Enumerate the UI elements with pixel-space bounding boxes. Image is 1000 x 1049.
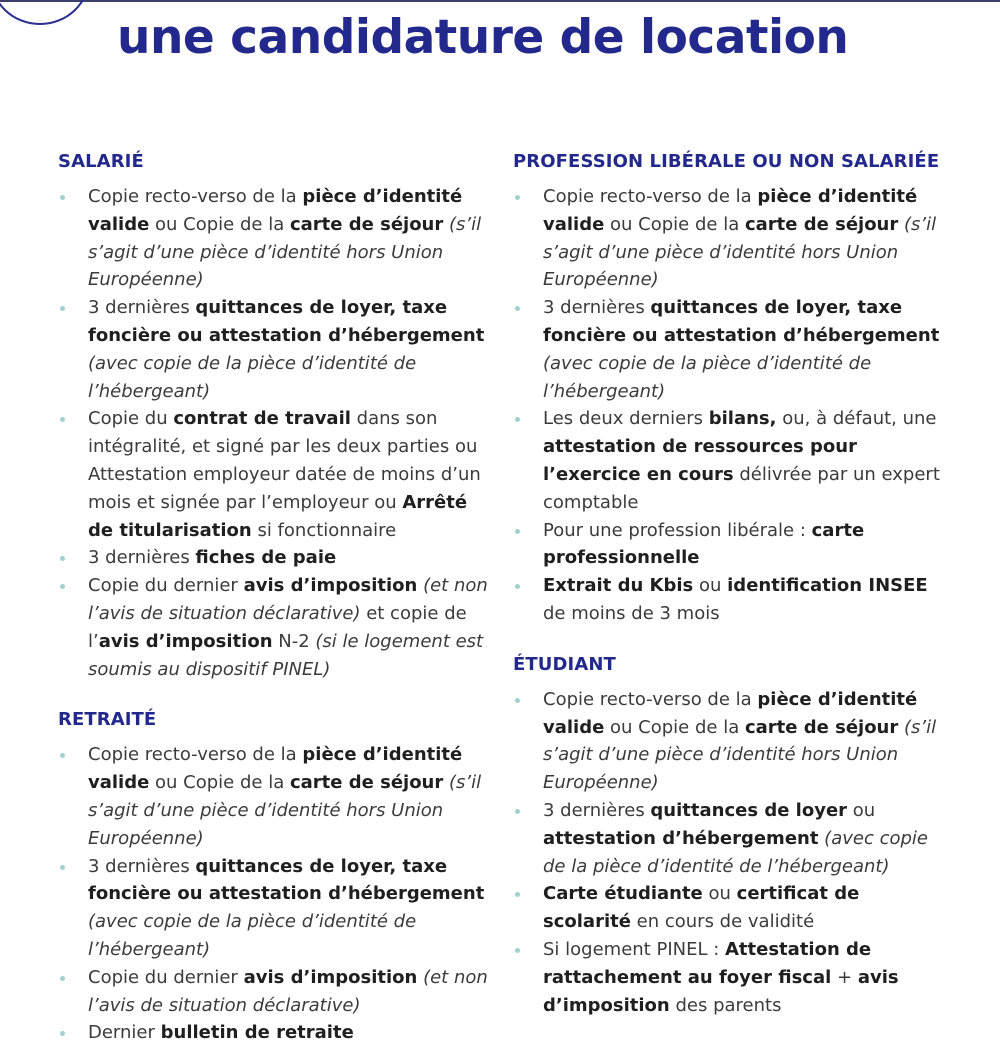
italic-text: (avec copie de la pièce d’identité de l’hébergeant) — [543, 827, 928, 877]
italic-text: (s’il s’agit d’une pièce d’identité hors Union Européenne) — [88, 772, 482, 849]
text: Copie du — [88, 408, 174, 430]
text: 3 dernières — [88, 297, 196, 319]
bold-text: Attestation de rattachement au foyer fiscal — [543, 938, 872, 988]
bold-text: avis d’imposition — [243, 575, 418, 597]
italic-text: (s’il s’agit d’une pièce d’identité hors Union Européenne) — [543, 213, 937, 291]
text: en cours de validité — [630, 911, 815, 933]
list-item — [513, 797, 943, 880]
bold-text: quittances de loyer — [650, 799, 848, 821]
text: dans son intégralité, et signé par les deux parties ou Attestation employeur datée de moins d’un mois et signée par l’employeur ou — [88, 408, 481, 513]
list-item — [513, 686, 943, 797]
section-title-liberale: PROFESSION LIBÉRALE OU NON SALARIÉE — [513, 151, 940, 172]
text: 3 dernières — [88, 547, 196, 569]
italic-text: (avec copie de la pièce d’identité de l’hébergeant) — [88, 352, 417, 402]
text: de moins de 3 mois — [543, 602, 720, 624]
bold-text: carte de séjour — [289, 772, 444, 794]
list-item — [513, 517, 943, 573]
right-column — [513, 149, 943, 1019]
bold-text: attestation de ressources pour l’exercice en cours — [543, 436, 857, 485]
italic-text: (s’il s’agit d’une pièce d’identité hors Union Européenne) — [543, 716, 937, 794]
text: des parents — [669, 994, 782, 1016]
text: 3 dernières — [543, 297, 651, 319]
document-list — [58, 741, 488, 1047]
list-item — [58, 572, 488, 683]
list-item — [58, 964, 488, 1020]
text: 3 dernières — [543, 799, 651, 821]
text: N-2 — [272, 630, 316, 652]
bold-text: attestation d’hébergement — [543, 827, 819, 849]
text: si fonctionnaire — [251, 519, 397, 541]
list-item — [513, 294, 943, 405]
text: Pour une profession libérale : — [543, 519, 812, 541]
bold-text: identification INSEE — [727, 575, 928, 597]
text: Copie recto-verso de la — [88, 186, 303, 207]
list-item — [58, 544, 488, 572]
text: Si logement PINEL : — [543, 938, 725, 960]
bold-text: carte de séjour — [289, 213, 444, 235]
italic-text: (avec copie de la pièce d’identité de l’hébergeant) — [88, 911, 417, 960]
section-retraite — [58, 707, 488, 1047]
text: Copie recto-verso de la — [543, 186, 758, 207]
text: ou Copie de la — [149, 772, 290, 794]
section-title-retraite: RETRAITÉ — [58, 709, 157, 731]
decorative-arc — [0, 0, 90, 25]
italic-text: (et non l’avis de situation déclarative) — [88, 575, 488, 624]
list-item — [58, 183, 488, 294]
bold-text: bilans, — [708, 408, 777, 430]
section-etudiant — [513, 652, 943, 1020]
section-title-salarie: SALARIÉ — [58, 151, 144, 172]
left-column — [58, 149, 488, 1047]
bold-text: Extrait du Kbis — [543, 575, 694, 597]
bold-text: pièce d’identité valide — [88, 744, 463, 794]
section-salarie — [58, 149, 488, 683]
text: ou — [702, 883, 737, 905]
text: ou Copie de la — [149, 213, 290, 235]
bold-text: certificat de scolarité — [543, 883, 860, 933]
document-list — [58, 183, 488, 683]
text: Dernier — [88, 1022, 161, 1044]
text: Copie du dernier — [88, 966, 244, 988]
text: ou, à défaut, une — [776, 408, 937, 430]
bold-text: Arrêté de titularisation — [88, 491, 468, 541]
list-item — [58, 294, 488, 405]
section-liberale — [513, 149, 943, 628]
italic-text: (s’il s’agit d’une pièce d’identité hors Union Européenne) — [88, 213, 482, 291]
text: + — [831, 966, 858, 988]
bold-text: carte professionnelle — [543, 519, 865, 569]
bold-text: avis d’imposition — [543, 966, 899, 1016]
bold-text: pièce d’identité valide — [543, 186, 918, 235]
text: ou — [847, 799, 876, 821]
list-item — [513, 936, 943, 1019]
list-item — [513, 572, 943, 628]
list-item — [513, 183, 943, 294]
bold-text: quittances de loyer, taxe foncière ou attestation d’hébergement — [543, 297, 940, 346]
text: ou Copie de la — [604, 213, 745, 235]
list-item — [58, 741, 488, 852]
list-item — [58, 1019, 488, 1047]
bold-text: quittances de loyer, taxe foncière ou attestation d’hébergement — [88, 855, 485, 905]
text: délivrée par un expert comptable — [543, 463, 940, 513]
list-item — [513, 405, 943, 516]
text: 3 dernières — [88, 855, 196, 877]
bold-text: carte de séjour — [744, 213, 899, 235]
bold-text: avis d’imposition — [98, 630, 273, 652]
italic-text: (avec copie de la pièce d’identité de l’hébergeant) — [543, 352, 872, 402]
text: ou Copie de la — [604, 716, 745, 738]
text: Copie recto-verso de la — [543, 688, 758, 710]
list-item — [58, 853, 488, 964]
bold-text: quittances de loyer, taxe foncière ou attestation d’hébergement — [88, 297, 485, 346]
bold-text: bulletin de retraite — [160, 1022, 354, 1044]
top-divider-line — [0, 0, 1000, 2]
list-item — [58, 405, 488, 544]
bold-text: pièce d’identité valide — [543, 688, 918, 738]
document-list — [513, 183, 943, 628]
text: Copie du dernier — [88, 575, 244, 597]
document-list — [513, 686, 943, 1020]
text: Copie recto-verso de la — [88, 744, 303, 766]
text: Les deux derniers — [543, 408, 709, 430]
italic-text: (si le logement est soumis au dispositif PINEL) — [88, 630, 484, 680]
text: ou — [693, 575, 728, 597]
text: et copie de l’ — [88, 602, 467, 652]
bold-text: contrat de travail — [173, 408, 351, 430]
italic-text: (et non l’avis de situation déclarative) — [88, 966, 488, 1016]
page-title: une candidature de location — [117, 10, 849, 65]
bold-text: Carte étudiante — [543, 883, 703, 905]
bold-text: fiches de paie — [195, 547, 337, 569]
section-title-etudiant: ÉTUDIANT — [513, 653, 616, 675]
bold-text: carte de séjour — [744, 716, 899, 738]
bold-text: pièce d’identité valide — [88, 186, 463, 235]
list-item — [513, 880, 943, 936]
bold-text: avis d’imposition — [243, 966, 418, 988]
